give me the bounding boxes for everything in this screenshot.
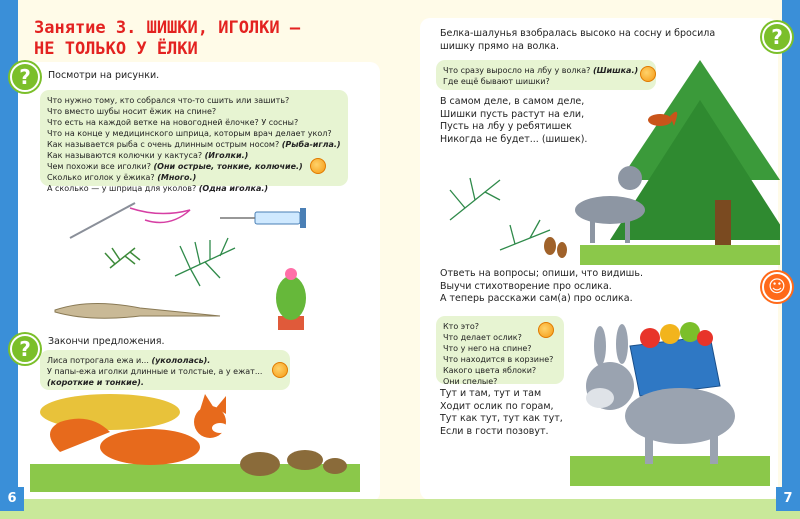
question-line: Что сразу выросло на лбу у волка? (Шишка.) — [443, 66, 639, 75]
question-line: Что у него на спине? — [443, 344, 532, 353]
pine-branch-icon — [175, 238, 235, 286]
task-line: Ответь на вопросы; опиши, что видишь. — [440, 268, 643, 279]
left-bottom-band — [0, 499, 400, 519]
questions-box — [40, 90, 348, 193]
task-line: Выучи стихотворение про ослика. — [440, 280, 612, 292]
pine-branch-icon — [450, 178, 550, 250]
question-line: Что на конце у медицинского шприца, которым врач делает укол? — [47, 129, 332, 138]
sentence-line: Лиса потрогала ежа и... (укололась). — [47, 356, 211, 365]
syringe-icon — [220, 208, 306, 228]
fox-hedgehog-scene — [30, 392, 360, 492]
illustration-group — [50, 198, 350, 338]
question-line: А сколько — у шприца для уколов? (Одна иголка.) — [47, 184, 269, 193]
sentence-line: У папы-ежа иголки длинные и толстые, а у ежат... — [47, 367, 263, 376]
question-icon: ? — [10, 334, 40, 364]
sentence-line: (короткие и тонкие). — [47, 378, 144, 387]
question-line: Сколько иголок у ёжика? (Много.) — [47, 173, 197, 182]
finish-label: Закончи предложения. — [48, 336, 165, 347]
fir-branch-icon — [105, 248, 140, 268]
question-line: Что находится в корзине? — [443, 355, 554, 364]
orange-slice-icon — [272, 362, 288, 378]
poem-line: Шишки пусть растут на ели, — [440, 108, 585, 120]
needle-icon — [70, 203, 190, 238]
donkey-scene — [570, 316, 770, 486]
lesson-title-line2: НЕ ТОЛЬКО У ЁЛКИ — [34, 39, 198, 59]
lesson-title-line1: Занятие 3. ШИШКИ, ИГОЛКИ — — [34, 18, 301, 38]
question-line: Что есть на каждой ветке на новогодней ёлочке? У сосны? — [47, 118, 299, 127]
orange-slice-icon — [310, 158, 326, 174]
question-line: Как называются колючки у кактуса? (Иголки.) — [47, 151, 249, 160]
poem-line: Пусть на лбу у ребятишек — [440, 121, 572, 132]
right-page — [400, 0, 800, 519]
needlefish-icon — [55, 303, 220, 318]
question-line: Где ещё бывают шишки? — [443, 77, 550, 86]
poem-line: Никогда не будет... (шишек). — [440, 133, 588, 145]
question-icon: ? — [10, 62, 40, 92]
orange-slice-icon — [538, 322, 554, 338]
question-icon: ? — [762, 22, 792, 52]
question-line: Чем похожи все иголки? (Они острые, тонкие, колючие.) — [47, 162, 303, 171]
tasks-list — [440, 268, 643, 306]
intro-text: Белка-шалунья взобралась высоко на сосну и бросила шишку прямо на волка. — [440, 28, 716, 52]
poem-line: Если в гости позовут. — [440, 425, 549, 437]
look-label: Посмотри на рисунки. — [48, 70, 160, 81]
question-line: Какого цвета яблоки? — [443, 366, 537, 375]
sentences-box — [40, 350, 290, 390]
poem-line: Тут как тут, тут как тут, — [440, 413, 563, 424]
right-bottom-band — [400, 499, 800, 519]
poem-line: В самом деле, в самом деле, — [440, 96, 585, 107]
poem-line: Ходит ослик по горам, — [440, 400, 554, 412]
question-line: Кто это? — [443, 322, 479, 331]
task-line: А теперь расскажи сам(а) про ослика. — [440, 293, 633, 304]
pine-tree-icon — [610, 60, 780, 250]
page-number: 6 — [0, 487, 24, 511]
poem-line: Тут и там, тут и там — [440, 388, 542, 399]
lesson-title — [34, 18, 364, 60]
pine-cone-icon — [544, 237, 567, 258]
question-line: Что делает ослик? — [443, 333, 522, 342]
cactus-icon — [276, 268, 306, 330]
question-line: Они спелые? — [443, 377, 498, 386]
page-number: 7 — [776, 487, 800, 511]
basket-icon — [630, 322, 720, 396]
question-line: Что вместо шубы носит ёжик на спине? — [47, 107, 217, 116]
right-edge-stripe — [782, 0, 800, 519]
question-line: Как называется рыба с очень длинным острым носом? (Рыба-игла.) — [47, 140, 341, 149]
wolf-tree-scene — [430, 60, 780, 265]
question-line: Что нужно тому, кто собрался что-то сшить или зашить? — [47, 96, 290, 105]
smile-icon: ☺ — [762, 272, 792, 302]
poem-donkey — [440, 388, 563, 438]
